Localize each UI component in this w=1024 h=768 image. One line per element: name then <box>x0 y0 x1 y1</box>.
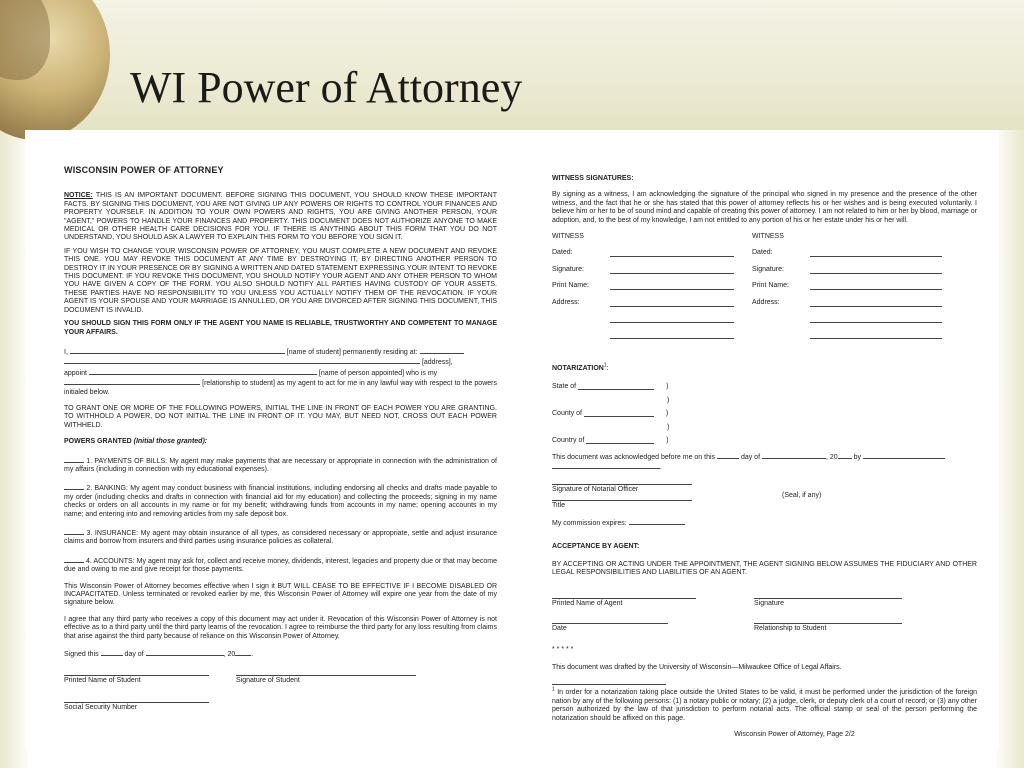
agent-sign-block <box>754 598 902 608</box>
power-2-text: 2. BANKING: My agent may conduct business with financial institutions, including endorsing all checks and drafts made payable to my order (including checks and drafts in connection with financial aid for my education) and collecting the proceeds; signing in my name checks or orders on all accounts in my name or for my benefit; withdrawing funds from accounts in my name; opening accounts in my name; and entering into and removing articles from my safe deposit box. <box>64 485 497 518</box>
notarization-heading: NOTARIZATION$^1$: <box>552 362 609 373</box>
witness-2-signature-label: Signature: <box>752 265 784 273</box>
revoke-paragraph: IF YOU WISH TO CHANGE YOUR WISCONSIN POWER OF ATTORNEY, YOU MUST COMPLETE A NEW DOCUMENT AND REVOKE THIS ONE. YOU MAY REVOKE THIS DOCUMENT AT ANY TIME BY DESTROYING IT, BY DIRECTING ANOTHER PERSON TO DESTROY IT IN YOUR PRESENCE OR BY SIGNING A WRITTEN AND DATED STATEMENT EXPRESSING YOUR INTENT TO REVOKE THIS DOCUMENT. IF YOU REVOKE THIS DOCUMENT, YOU SHOULD NOTIFY YOUR AGENT AND ANY OTHER PERSON TO WHOM YOU HAVE GIVEN A COPY OF THE FORM. YOU ALSO SHOULD NOTIFY ALL PARTIES HAVING CUSTODY OF YOUR ASSETS. THESE PARTIES HAVE NO RESPONSIBILITY TO YOU UNLESS YOU ACTUALLY NOTIFY THEM OF THE REVOCATION. IF YOUR AGENT IS YOUR SPOUSE AND YOUR MARRIAGE IS ANNULLED, OR YOU ARE DIVORCED AFTER SIGNING THIS DOCUMENT, THIS DOCUMENT IS INVALID. <box>64 247 497 314</box>
globe-land-shape <box>0 0 50 80</box>
i-prefix: I, <box>64 348 68 356</box>
appointment-paragraph <box>64 347 497 397</box>
acknowledged-paragraph: This document was acknowledged before me on this day of , 20 by . <box>552 452 977 473</box>
power-1-initial-field[interactable] <box>64 456 84 463</box>
powers-granted-label: POWERS GRANTED <box>64 438 132 446</box>
power-2-initial-field[interactable] <box>64 483 84 490</box>
footnote-rule <box>552 684 666 685</box>
witness-1-dated-label: Dated: <box>552 249 573 257</box>
agree-paragraph: I agree that any third party who receives a copy of this document may act under it. Revocation of this Wisconsin Power of Attorney is not effective as to a third party until the third party learns of the revocation. I agree to reimburse the third party for any loss resulting from claims that arise against the third party because of reliance on this Wisconsin Power of Attorney. <box>64 615 497 640</box>
power-4 <box>64 556 497 575</box>
day-of-label: day of <box>124 651 144 659</box>
powers-granted-sub: (Initial those granted): <box>133 438 208 446</box>
asterisks: * * * * * <box>552 645 574 653</box>
witness-2-dated-field[interactable] <box>810 249 942 257</box>
appointed-person-field[interactable] <box>89 368 317 375</box>
agent-date-block <box>552 623 754 633</box>
document-page-2 <box>511 130 999 748</box>
witness-1-printname-row <box>552 282 752 290</box>
power-3 <box>64 528 497 547</box>
social-security-number[interactable]: Social Security Number <box>64 702 209 712</box>
state-of-row: State of ) <box>552 383 669 391</box>
ack-day-of: day of <box>740 453 761 461</box>
ack-by: by <box>853 453 862 461</box>
power-1-text: 1. PAYMENTS OF BILLS: My agent may make payments that are necessary or appropriate in connection with the administration of my affairs (including in connection with my educational expenses). <box>64 457 497 473</box>
relationship-to-student[interactable]: Relationship to Student <box>754 623 902 633</box>
my-commission-expires: My commission expires: <box>552 520 627 528</box>
page-footer: Wisconsin Power of Attorney, Page 2/2 <box>734 731 855 738</box>
grant-paragraph: TO GRANT ONE OR MORE OF THE FOLLOWING POWERS, INITIAL THE LINE IN FRONT OF EACH POWER YOU ARE GRANTING. TO WITHHOLD A POWER, DO NOT INITIAL THE LINE IN FRONT OF IT. YOU MAY, BUT NEED NOT, CROSS OUT EACH POWER WITHHELD. <box>64 404 497 429</box>
witness-1-address-line-3[interactable] <box>610 331 734 339</box>
witness-paragraph: By signing as a witness, I am acknowledging the signature of the principal who signed in my presence and the presence of the other witness, and the fact that he or she has stated that this power of attorney reflects his or her wishes and is being executed voluntarily. I believe him or her to be of sound mind and capable of creating this power of attorney. I am not related to him or her by blood, marriage or adoption, and, to the best of my knowledge, I am not entitled to any portion of his or her estate under his or her will. <box>552 191 977 224</box>
commission-expires-field[interactable] <box>629 518 685 525</box>
appoint-label: appoint <box>64 369 87 377</box>
title-seal-row <box>552 491 977 510</box>
agent-date[interactable]: Date <box>552 623 668 633</box>
country-of-row: Country of ) <box>552 437 669 445</box>
power-1 <box>64 456 497 475</box>
county-of-label: County of <box>552 410 582 418</box>
witness-1-signature-row <box>552 266 752 274</box>
ack-year-field[interactable] <box>838 452 852 459</box>
witness-1-address-field[interactable] <box>610 299 734 307</box>
witness-2-address-line-3[interactable] <box>810 331 942 339</box>
effective-paragraph: This Wisconsin Power of Attorney becomes effective when I sign it BUT WILL CEASE TO BE EFFECTIVE IF I BECOME DISABLED OR INCAPACITATED. Unless terminated or revoked earlier by me, this Wisconsin Power of Attorney will expire one year from the date of my signature below. <box>64 582 497 607</box>
notice-label: NOTICE: <box>64 192 93 200</box>
sign-only-paragraph: YOU SHOULD SIGN THIS FORM ONLY IF THE AGENT YOU NAME IS RELIABLE, TRUSTWORTHY AND COMPETENT TO MANAGE YOUR AFFAIRS. <box>64 320 497 336</box>
country-of-label: Country of <box>552 437 585 445</box>
notarization-footnote-mark: 1 <box>603 362 607 369</box>
agent-signature[interactable]: Signature <box>754 598 902 608</box>
witness-1-signature-label: Signature: <box>552 265 584 273</box>
notarial-officer-block <box>552 484 977 494</box>
witness-1-address-row <box>552 299 752 307</box>
ack-by-field[interactable] <box>863 452 945 459</box>
printed-name-of-student[interactable]: Printed Name of Student <box>64 675 209 685</box>
document-page-1 <box>25 130 511 748</box>
student-name-field[interactable] <box>70 347 285 354</box>
state-of-label: State of <box>552 383 577 391</box>
witness-2 <box>752 233 962 347</box>
witness-2-label: WITNESS <box>752 233 784 241</box>
county-of-row: County of ) <box>552 410 669 418</box>
power-3-text: 3. INSURANCE: My agent may obtain insurance of all types, as considered necessary or appropriate, settle and adjust insurance claims and borrow from insurers and third parties using insurance policies as collateral. <box>64 530 497 546</box>
signature-of-student[interactable]: Signature of Student <box>236 675 416 685</box>
witness-2-address-label: Address: <box>752 298 780 306</box>
bracket-row-1: ) <box>667 396 670 404</box>
state-of-field[interactable] <box>578 383 654 390</box>
signed-year-field[interactable] <box>235 649 251 656</box>
signed-line: Signed this day of , 20 . <box>64 651 254 659</box>
witness-1 <box>552 233 752 347</box>
witness-2-dated-label: Dated: <box>752 249 773 257</box>
witness-2-address-field[interactable] <box>810 299 942 307</box>
relationship-label: [relationship to student] as my agent to act for me in any lawful way with respect to the powers initialed below. <box>64 380 497 396</box>
year-prefix: , 20 <box>223 651 236 659</box>
power-4-initial-field[interactable] <box>64 556 84 563</box>
witness-2-address-line-2[interactable] <box>810 315 942 323</box>
agent-name-block <box>552 598 754 608</box>
notice-paragraph <box>64 192 497 242</box>
ack-year: , 20 <box>825 453 838 461</box>
witness-1-label: WITNESS <box>552 233 584 241</box>
footnote <box>552 689 977 723</box>
student-signature-row <box>64 675 497 685</box>
bracket-row-2: ) <box>667 423 670 431</box>
witness-2-dated-row <box>752 249 962 257</box>
printed-name-block <box>64 675 236 685</box>
printed-name-of-agent[interactable]: Printed Name of Agent <box>552 598 696 608</box>
agent-signature-row <box>552 598 977 608</box>
witness-2-signature-row <box>752 266 962 274</box>
witness-2-printname-label: Print Name: <box>752 282 789 290</box>
witness-2-printname-row <box>752 282 962 290</box>
signature-block <box>236 675 416 685</box>
residence-field[interactable] <box>420 347 464 354</box>
witness-2-signature-field[interactable] <box>810 266 942 274</box>
slide-title: WI Power of Attorney <box>130 63 523 112</box>
ack-by-field-2[interactable] <box>552 462 660 469</box>
commission-line <box>552 518 977 528</box>
witness-1-dated-field[interactable] <box>610 249 734 257</box>
acceptance-heading: ACCEPTANCE BY AGENT: <box>552 542 640 550</box>
power-3-initial-field[interactable] <box>64 528 84 535</box>
agent-date-row <box>552 623 977 633</box>
drafted-by: This document was drafted by the University of Wisconsin—Milwaukee Office of Legal Affairs. <box>552 663 842 671</box>
signed-month-field[interactable] <box>146 649 224 656</box>
witness-1-signature-field[interactable] <box>610 266 734 274</box>
witness-1-printname-field[interactable] <box>610 282 734 290</box>
power-4-text: 4. ACCOUNTS: My agent may ask for, collect and receive money, dividends, interest, legacies and property due or that may become due and owing to me and give receipt for those payments. <box>64 557 497 574</box>
notarization-label: NOTARIZATION <box>552 365 604 373</box>
relationship-field[interactable] <box>64 378 200 385</box>
witness-1-address-label: Address: <box>552 298 580 306</box>
ack-day-field[interactable] <box>717 452 739 459</box>
acceptance-paragraph: BY ACCEPTING OR ACTING UNDER THE APPOINTMENT, THE AGENT SIGNING BELOW ASSUMES THE FIDUCIARY AND OTHER LEGAL RESPONSIBILITIES AND LIABILITIES OF AN AGENT. <box>552 560 977 577</box>
witness-signatures-heading: WITNESS SIGNATURES: <box>552 175 634 182</box>
signature-of-notarial-officer[interactable]: Signature of Notarial Officer <box>552 484 692 494</box>
witness-2-printname-field[interactable] <box>810 282 942 290</box>
county-of-field[interactable] <box>584 410 654 417</box>
acknowledged-text: This document was acknowledged before me on this <box>552 453 716 461</box>
footnote-text: In order for a notarization taking place outside the United States to be valid, it must be performed under the jurisdiction of the foreign nation by any of the following persons: (1) a notary public or notary; (2) a judge, clerk, or deputy clerk of a court of record; or (3) any other person authorized by the law of that jurisdiction to perform notarial acts. The official stamp or seal of the person performing the notarization should be affixed on this page. <box>552 689 977 722</box>
ssn-block <box>64 702 497 712</box>
witness-columns <box>552 233 977 347</box>
signed-day-field[interactable] <box>101 649 123 656</box>
ack-month-field[interactable] <box>762 452 826 459</box>
notary-title[interactable]: Title <box>552 500 692 510</box>
notary-title-block <box>552 500 782 510</box>
footnote-mark: 1 <box>552 687 555 694</box>
appointed-person-label: [name of person appointed] who is my <box>318 369 438 377</box>
notice-text: THIS IS AN IMPORTANT DOCUMENT. BEFORE SIGNING THIS DOCUMENT, YOU SHOULD KNOW THESE IMPORTANT FACTS. BY SIGNING THIS DOCUMENT, YOU ARE NOT GIVING UP ANY POWERS OR RIGHTS TO CONTROL YOUR FINANCES AND PROPERTY YOURSELF. IN ADDITION TO YOUR OWN POWERS AND RIGHTS, YOU ARE GIVING ANOTHER PERSON, YOUR "AGENT," POWERS TO HANDLE YOUR FINANCES AND PROPERTY. THIS DOCUMENT DOES NOT AUTHORIZE ANYONE TO MAKE MEDICAL OR OTHER HEALTH CARE DECISIONS FOR YOU. IF THERE IS ANYTHING ABOUT THIS FORM THAT YOU DO NOT UNDERSTAND, YOU SHOULD ASK A LAWYER TO EXPLAIN THIS FORM TO YOU BEFORE YOU SIGN IT. <box>64 192 497 242</box>
seal-if-any: (Seal, if any) <box>782 491 822 499</box>
document-heading: WISCONSIN POWER OF ATTORNEY <box>64 165 224 175</box>
address-label: [address], <box>421 359 453 367</box>
witness-1-dated-row <box>552 249 752 257</box>
power-2 <box>64 483 497 519</box>
country-of-field[interactable] <box>586 437 654 444</box>
witness-1-address-line-2[interactable] <box>610 315 734 323</box>
powers-granted-heading <box>64 438 497 446</box>
name-of-student-label: [name of student] permanently residing at: <box>286 348 418 356</box>
agent-relationship-block <box>754 623 902 633</box>
witness-1-printname-label: Print Name: <box>552 282 589 290</box>
address-field[interactable] <box>64 357 420 364</box>
witness-2-address-row <box>752 299 962 307</box>
signed-this-label: Signed this <box>64 651 99 659</box>
